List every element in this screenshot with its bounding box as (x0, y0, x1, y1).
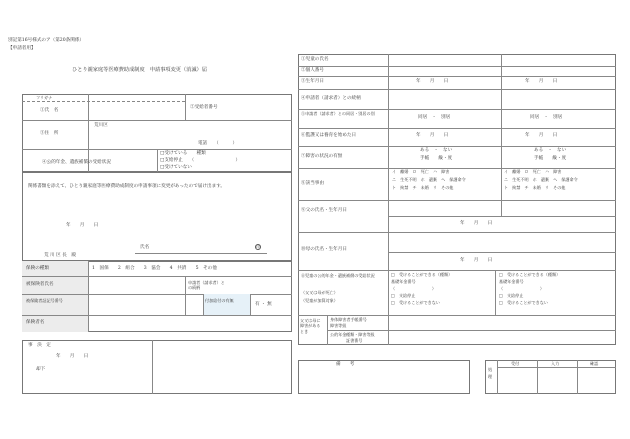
applicable-reason-label: ⑧該当事由 (301, 181, 324, 186)
birthdate-label: ③生年月日 (301, 79, 324, 84)
applicant-copy-label: 【申請者用】 (8, 46, 36, 51)
additional-benefit-yes-no[interactable]: 有 ・ 無 (255, 302, 272, 307)
insured-symbol-label: 被保険者証記号番号 (26, 298, 63, 303)
cp-paren-2: （ ） (499, 286, 545, 291)
phone-label: 電話 （ ） (198, 141, 238, 146)
signature-name-label: 氏名 (140, 245, 150, 250)
addressee: 荒 川 区 長 殿 (44, 253, 76, 258)
cp-opt-suspended-1[interactable]: □ 支給停止 (391, 293, 416, 298)
child-pension-label: ⑪児童の公的年金・遺族補償の受給状況 (301, 273, 375, 278)
cp-opt-suspended-2[interactable]: □ 支給停止 (499, 293, 524, 298)
custody-start-value-2: 年 月 日 (525, 133, 558, 138)
confirm-label: 確認 (590, 361, 599, 366)
birthdate-value-1: 年 月 日 (416, 79, 449, 84)
cp-paren-1: （ ） (391, 286, 437, 291)
insurance-type-label: 保険の種類 (26, 266, 49, 271)
reason-line-1a[interactable]: イ 離婚 ロ 死亡 ハ 障害 (392, 169, 450, 174)
cohabitation-value-1[interactable]: 同居 ・ 別居 (418, 115, 451, 120)
additional-benefit-label: 付加給付の有無 (205, 298, 234, 303)
input-label: 入力 (551, 361, 560, 366)
form-number: 別記第16号様式のア（第20条関係） (8, 38, 85, 43)
relation-label: 申請者（請求者）との続柄 (188, 280, 225, 291)
processing-label: 処理 (488, 367, 493, 379)
seal-char: 印 (256, 244, 260, 249)
child-name-label: ①児童の氏名 (301, 57, 329, 62)
address-label: ③住 所 (40, 131, 59, 136)
address-ward: 荒川区 (94, 123, 108, 128)
name-label: ①氏 名 (40, 108, 59, 113)
disability-has-2[interactable]: ある ・ ない (534, 148, 567, 153)
rejection-label: 却下 (36, 367, 46, 372)
custody-start-label: ⑥監護又は養育を始めた日 (301, 133, 357, 138)
child-pension-sub: （父又は母が死亡） (301, 290, 338, 295)
father-label: ⑨父の氏名・生年月日 (301, 208, 347, 213)
reason-line-3a[interactable]: ト 拘禁 チ 未婚 リ その他 (392, 185, 454, 190)
furigana-label: フリガナ (36, 95, 53, 100)
cp-opt-receivable-2[interactable]: □ 受けることができる（種類） (499, 272, 561, 277)
personal-number-label: ②個人番号 (301, 68, 324, 73)
pension-status-label: ④公的年金、遺族補償の受給状況 (42, 160, 111, 165)
cp-basic-no-2: 基礎年金番号 (499, 279, 524, 284)
birthdate-value-2: 年 月 日 (525, 79, 558, 84)
child-pension-sub2: （児童が加算対象） (301, 298, 338, 303)
insured-name-label: 被保険者氏名 (26, 282, 54, 287)
relation-to-applicant-label: ④申請者（請求者）との続柄 (301, 96, 361, 101)
received-label: 受付 (511, 361, 520, 366)
disability-grade-label: 障害等級 (330, 323, 347, 328)
public-pension-label: 公的年金 (330, 332, 347, 337)
reason-line-3b[interactable]: ト 拘禁 チ 未婚 リ その他 (504, 185, 566, 190)
pension-option-receiving[interactable]: □受けている 種類 (160, 151, 206, 156)
decision-label: 事 決 定 (28, 343, 51, 348)
insurer-name-label: 保険者名 (26, 320, 45, 325)
reason-line-2b[interactable]: ニ 生死不明 ホ 遺棄 ヘ 保護命令 (504, 177, 578, 182)
disability-cert-label: 身体障害者手帳番号 (330, 317, 367, 322)
disability-grade-2: 手帳 級・度 (534, 156, 567, 161)
cert-no-label: 証書番号 (346, 338, 363, 343)
cp-opt-receivable-1[interactable]: □ 受けることができる（種類） (391, 272, 453, 277)
cohabitation-label: ⑤申請者（請求者）との同居・別居の別 (301, 111, 375, 116)
remarks-label: 備 考 (336, 362, 355, 367)
recipient-number-label: ②受給者番号 (190, 105, 218, 110)
reason-line-1b[interactable]: イ 離婚 ロ 死亡 ハ 障害 (504, 169, 562, 174)
form-title: ひとり親家庭等医療費助成制度 申請事項変更（消滅）届 (72, 67, 207, 73)
insurance-type-options[interactable]: 1 国保 2 組合 3 協会 4 共済 5 その他 (92, 266, 217, 271)
pension-option-suspended[interactable]: □支給停止 （ ） (160, 158, 241, 163)
remarks-box (298, 360, 470, 394)
disability-status-label: ⑦障害の状況の有無 (301, 154, 343, 159)
pension-option-not-receiving[interactable]: □受けていない (160, 165, 192, 170)
declaration-date: 年 月 日 (66, 223, 99, 228)
father-birthdate: 年 月 日 (460, 221, 493, 226)
mother-label: ⑩母の氏名・生年月日 (301, 247, 347, 252)
declaration-text: 関係書類を添えて、ひとり親家庭等医療費助成制度の申請事項に変更があったので届け出ます。 (28, 184, 226, 189)
decision-date: 年 月 日 (56, 354, 89, 359)
disability-has-1[interactable]: ある ・ ない (420, 148, 453, 153)
mother-birthdate: 年 月 日 (460, 258, 493, 263)
disability-grade-1: 手帳 級・度 (420, 156, 453, 161)
pension-type-label: 種類・障害等級 (346, 332, 375, 337)
cp-opt-not-1[interactable]: □ 受けることができない (391, 300, 440, 305)
decision-box (22, 340, 292, 394)
cp-opt-not-2[interactable]: □ 受けることができない (499, 300, 548, 305)
cohabitation-value-2[interactable]: 同居 ・ 別居 (530, 115, 563, 120)
cp-basic-no-1: 基礎年金番号 (391, 279, 416, 284)
parent-disability-label: 父又は母に障害があるとき (300, 318, 321, 334)
custody-start-value-1: 年 月 日 (416, 133, 449, 138)
reason-line-2a[interactable]: ニ 生死不明 ホ 遺棄 ヘ 保護命令 (392, 177, 466, 182)
